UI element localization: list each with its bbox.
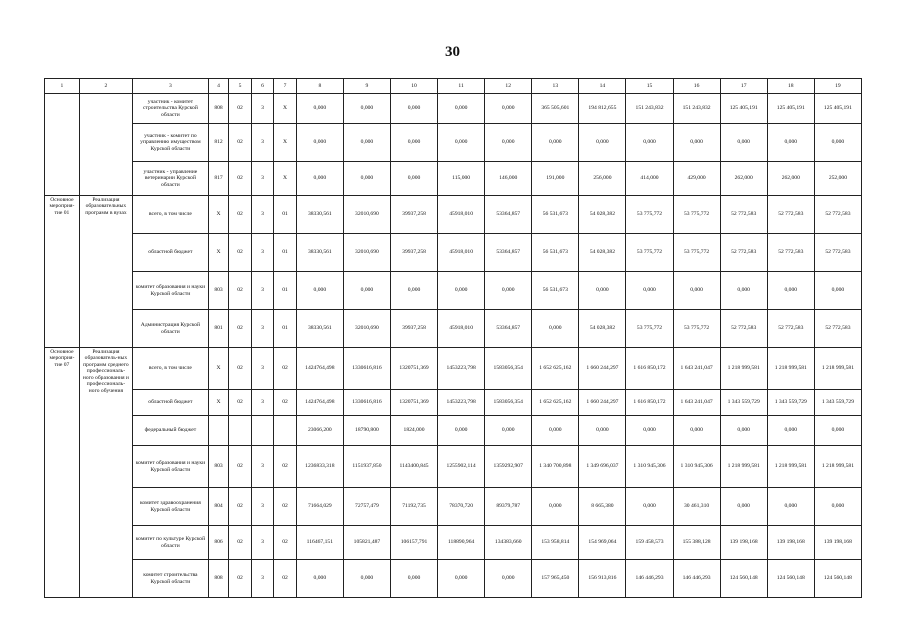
column-header: 9 <box>343 79 390 94</box>
value-cell: 1236833,318 <box>296 446 343 488</box>
code-cell: 02 <box>229 196 252 234</box>
column-header: 8 <box>296 79 343 94</box>
code-cell: 3 <box>251 390 274 416</box>
column-header: 11 <box>438 79 485 94</box>
code-cell: 808 <box>208 560 228 598</box>
value-cell: 1583056,354 <box>485 348 532 390</box>
value-cell: 134383,660 <box>485 526 532 560</box>
code-cell: 02 <box>229 272 252 310</box>
program-name-cell: Реализация образовательных программ в вузах <box>79 196 132 348</box>
value-cell: 0,000 <box>579 124 626 162</box>
code-cell: 02 <box>229 560 252 598</box>
value-cell: 52 772,583 <box>814 234 861 272</box>
code-cell: 801 <box>208 310 228 348</box>
value-cell: 191,000 <box>532 162 579 196</box>
code-cell: Х <box>208 196 228 234</box>
value-cell: 53364,857 <box>485 310 532 348</box>
column-header: 14 <box>579 79 626 94</box>
value-cell: 1 310 945,306 <box>673 446 720 488</box>
value-cell: 139 198,168 <box>767 526 814 560</box>
value-cell: 0,000 <box>814 124 861 162</box>
value-cell: 52 772,583 <box>720 234 767 272</box>
table-row <box>45 234 862 272</box>
code-cell: 817 <box>208 162 228 196</box>
value-cell: 154 969,064 <box>579 526 626 560</box>
value-cell: 0,000 <box>296 124 343 162</box>
code-cell: Х <box>274 124 297 162</box>
value-cell: 1453223,798 <box>438 348 485 390</box>
value-cell: 0,000 <box>390 272 437 310</box>
value-cell: 0,000 <box>720 488 767 526</box>
table-row <box>45 488 862 526</box>
code-cell: 808 <box>208 94 228 124</box>
column-header: 3 <box>133 79 209 94</box>
value-cell: 124 560,148 <box>814 560 861 598</box>
value-cell: 0,000 <box>532 416 579 446</box>
value-cell: 414,000 <box>626 162 673 196</box>
value-cell: 1 643 241,047 <box>673 390 720 416</box>
value-cell: 146,000 <box>485 162 532 196</box>
table-row <box>45 196 862 234</box>
value-cell: 53364,857 <box>485 234 532 272</box>
value-cell: 0,000 <box>767 272 814 310</box>
value-cell: 0,000 <box>390 94 437 124</box>
code-cell <box>274 416 297 446</box>
executor-cell: комитет по культуре Курской области <box>133 526 209 560</box>
value-cell: 56 531,673 <box>532 196 579 234</box>
header-row <box>45 79 862 94</box>
value-cell: 53 775,772 <box>626 310 673 348</box>
value-cell: 53 775,772 <box>626 234 673 272</box>
table-row <box>45 348 862 390</box>
value-cell: 1 340 700,898 <box>532 446 579 488</box>
value-cell: 0,000 <box>673 272 720 310</box>
value-cell: 78370,720 <box>438 488 485 526</box>
value-cell: 0,000 <box>720 416 767 446</box>
value-cell: 1320751,369 <box>390 348 437 390</box>
value-cell: 52 772,583 <box>767 196 814 234</box>
code-cell: 02 <box>229 348 252 390</box>
value-cell: 1 652 625,162 <box>532 348 579 390</box>
value-cell: 1359292,907 <box>485 446 532 488</box>
value-cell: 1 218 999,581 <box>720 446 767 488</box>
code-cell: 02 <box>274 390 297 416</box>
value-cell: 0,000 <box>438 416 485 446</box>
measure-name-cell: Основное мероприя-тие 07 <box>45 348 80 598</box>
value-cell: 0,000 <box>438 124 485 162</box>
code-cell: 3 <box>251 196 274 234</box>
executor-cell: комитет образования и науки Курской области <box>133 446 209 488</box>
value-cell: 0,000 <box>532 124 579 162</box>
measure-name-cell: Основное мероприя-тие 01 <box>45 196 80 348</box>
code-cell: 803 <box>208 272 228 310</box>
value-cell: 0,000 <box>579 272 626 310</box>
executor-cell: областной бюджет <box>133 390 209 416</box>
column-header: 12 <box>485 79 532 94</box>
value-cell: 52 772,583 <box>767 234 814 272</box>
executor-cell: Администрация Курской области <box>133 310 209 348</box>
value-cell: 0,000 <box>626 416 673 446</box>
code-cell: 02 <box>229 94 252 124</box>
value-cell: 0,000 <box>390 162 437 196</box>
value-cell: 125 405,191 <box>720 94 767 124</box>
value-cell: 365 505,601 <box>532 94 579 124</box>
value-cell: 0,000 <box>485 272 532 310</box>
value-cell: 54 028,382 <box>579 234 626 272</box>
column-header: 7 <box>274 79 297 94</box>
code-cell: 02 <box>229 162 252 196</box>
value-cell: 38330,561 <box>296 234 343 272</box>
code-cell: Х <box>208 234 228 272</box>
table-row <box>45 124 862 162</box>
value-cell: 38330,561 <box>296 196 343 234</box>
value-cell: 39937,258 <box>390 196 437 234</box>
column-header: 10 <box>390 79 437 94</box>
code-cell: 02 <box>274 446 297 488</box>
value-cell: 1453223,798 <box>438 390 485 416</box>
value-cell: 0,000 <box>343 124 390 162</box>
code-cell: 02 <box>229 488 252 526</box>
value-cell: 1424764,498 <box>296 348 343 390</box>
code-cell <box>208 416 228 446</box>
code-cell: 3 <box>251 446 274 488</box>
value-cell: 53 775,772 <box>673 196 720 234</box>
code-cell <box>229 416 252 446</box>
code-cell: 3 <box>251 272 274 310</box>
value-cell: 0,000 <box>485 94 532 124</box>
value-cell: 429,000 <box>673 162 720 196</box>
code-cell: 02 <box>229 234 252 272</box>
code-cell: 02 <box>274 560 297 598</box>
code-cell: 3 <box>251 348 274 390</box>
value-cell: 0,000 <box>485 560 532 598</box>
value-cell: 146 446,293 <box>673 560 720 598</box>
value-cell: 0,000 <box>438 272 485 310</box>
value-cell: 0,000 <box>814 488 861 526</box>
table-row <box>45 560 862 598</box>
value-cell: 194 812,655 <box>579 94 626 124</box>
table-row <box>45 94 862 124</box>
code-cell: 01 <box>274 196 297 234</box>
code-cell: 02 <box>274 488 297 526</box>
value-cell: 32010,690 <box>343 196 390 234</box>
value-cell: 1 343 559,729 <box>767 390 814 416</box>
budget-table <box>44 78 862 598</box>
value-cell: 71192,735 <box>390 488 437 526</box>
value-cell: 0,000 <box>626 272 673 310</box>
value-cell: 1 218 999,581 <box>767 348 814 390</box>
value-cell: 0,000 <box>673 124 720 162</box>
value-cell: 1 343 559,729 <box>720 390 767 416</box>
value-cell: 1 660 244,297 <box>579 390 626 416</box>
value-cell: 1 616 850,172 <box>626 348 673 390</box>
value-cell: 262,000 <box>720 162 767 196</box>
executor-cell: комитет строительства Курской области <box>133 560 209 598</box>
value-cell: 1424764,498 <box>296 390 343 416</box>
value-cell: 53364,857 <box>485 196 532 234</box>
value-cell: 1 218 999,581 <box>814 348 861 390</box>
value-cell: 0,000 <box>767 416 814 446</box>
value-cell: 1 349 696,037 <box>579 446 626 488</box>
value-cell: 125 405,191 <box>814 94 861 124</box>
value-cell: 157 965,450 <box>532 560 579 598</box>
code-cell: 02 <box>229 124 252 162</box>
value-cell: 155 388,128 <box>673 526 720 560</box>
column-header: 6 <box>251 79 274 94</box>
code-cell: 01 <box>274 272 297 310</box>
value-cell: 45918,010 <box>438 310 485 348</box>
executor-cell: участник - управление ветеринарии Курской области <box>133 162 209 196</box>
value-cell: 54 028,382 <box>579 196 626 234</box>
code-cell: 3 <box>251 526 274 560</box>
table-row <box>45 390 862 416</box>
executor-cell: федеральный бюджет <box>133 416 209 446</box>
code-cell: 02 <box>274 348 297 390</box>
value-cell: 0,000 <box>767 124 814 162</box>
value-cell: 0,000 <box>390 124 437 162</box>
executor-cell: всего, в том числе <box>133 348 209 390</box>
value-cell: 124 560,148 <box>767 560 814 598</box>
value-cell: 1 218 999,581 <box>767 446 814 488</box>
code-cell <box>251 416 274 446</box>
value-cell: 0,000 <box>390 560 437 598</box>
value-cell: 0,000 <box>485 124 532 162</box>
code-cell: 02 <box>229 390 252 416</box>
value-cell: 0,000 <box>296 560 343 598</box>
value-cell: 1330616,816 <box>343 390 390 416</box>
column-header: 15 <box>626 79 673 94</box>
value-cell: 106157,791 <box>390 526 437 560</box>
value-cell: 0,000 <box>579 416 626 446</box>
value-cell: 52 772,583 <box>814 196 861 234</box>
value-cell: 146 446,293 <box>626 560 673 598</box>
value-cell: 53 775,772 <box>673 310 720 348</box>
value-cell: 1 616 850,172 <box>626 390 673 416</box>
value-cell: 1 643 241,047 <box>673 348 720 390</box>
value-cell: 156 913,816 <box>579 560 626 598</box>
value-cell: 39937,258 <box>390 234 437 272</box>
code-cell: 804 <box>208 488 228 526</box>
value-cell: 30 461,310 <box>673 488 720 526</box>
value-cell: 72757,479 <box>343 488 390 526</box>
executor-cell: участник - комитет по управлению имуществом Курской области <box>133 124 209 162</box>
value-cell: 0,000 <box>532 310 579 348</box>
column-header: 13 <box>532 79 579 94</box>
code-cell: 803 <box>208 446 228 488</box>
value-cell: 54 028,382 <box>579 310 626 348</box>
value-cell: 105821,487 <box>343 526 390 560</box>
value-cell: 56 531,673 <box>532 234 579 272</box>
value-cell: 32010,690 <box>343 234 390 272</box>
table-row <box>45 162 862 196</box>
value-cell: 8 665,380 <box>579 488 626 526</box>
value-cell: 0,000 <box>343 94 390 124</box>
value-cell: 53 775,772 <box>626 196 673 234</box>
value-cell: 0,000 <box>438 560 485 598</box>
value-cell: 52 772,583 <box>767 310 814 348</box>
value-cell: 32010,690 <box>343 310 390 348</box>
column-header: 17 <box>720 79 767 94</box>
value-cell: 0,000 <box>720 272 767 310</box>
value-cell: 0,000 <box>626 488 673 526</box>
value-cell: 116467,151 <box>296 526 343 560</box>
value-cell: 0,000 <box>343 162 390 196</box>
value-cell: 1 218 999,581 <box>814 446 861 488</box>
value-cell: 1583056,354 <box>485 390 532 416</box>
code-cell: 3 <box>251 94 274 124</box>
value-cell: 256,000 <box>579 162 626 196</box>
value-cell: 139 198,168 <box>814 526 861 560</box>
code-cell: Х <box>208 348 228 390</box>
value-cell: 1 218 999,581 <box>720 348 767 390</box>
value-cell: 52 772,583 <box>720 310 767 348</box>
value-cell: 0,000 <box>438 94 485 124</box>
value-cell: 0,000 <box>485 416 532 446</box>
executor-cell: комитет образования и науки Курской области <box>133 272 209 310</box>
program-name-cell <box>79 94 132 196</box>
code-cell: Х <box>208 390 228 416</box>
column-header: 5 <box>229 79 252 94</box>
value-cell: 45918,010 <box>438 196 485 234</box>
value-cell: 0,000 <box>296 94 343 124</box>
column-header: 2 <box>79 79 132 94</box>
value-cell: 159 458,573 <box>626 526 673 560</box>
table-row <box>45 446 862 488</box>
table-row <box>45 310 862 348</box>
code-cell: 3 <box>251 162 274 196</box>
code-cell: Х <box>274 162 297 196</box>
table-row <box>45 272 862 310</box>
value-cell: 52 772,583 <box>814 310 861 348</box>
value-cell: 0,000 <box>532 488 579 526</box>
value-cell: 0,000 <box>767 488 814 526</box>
page-number: 30 <box>445 44 460 60</box>
value-cell: 139 198,168 <box>720 526 767 560</box>
code-cell: 3 <box>251 124 274 162</box>
code-cell: 02 <box>229 310 252 348</box>
value-cell: 0,000 <box>673 416 720 446</box>
code-cell: 02 <box>229 526 252 560</box>
measure-name-cell <box>45 94 80 196</box>
column-header: 19 <box>814 79 861 94</box>
value-cell: 1320751,369 <box>390 390 437 416</box>
value-cell: 1151937,850 <box>343 446 390 488</box>
value-cell: 151 243,832 <box>673 94 720 124</box>
value-cell: 0,000 <box>626 124 673 162</box>
value-cell: 56 531,673 <box>532 272 579 310</box>
code-cell: 01 <box>274 310 297 348</box>
value-cell: 1 343 559,729 <box>814 390 861 416</box>
value-cell: 38330,561 <box>296 310 343 348</box>
value-cell: 252,000 <box>814 162 861 196</box>
column-header: 1 <box>45 79 80 94</box>
value-cell: 151 243,832 <box>626 94 673 124</box>
column-header: 16 <box>673 79 720 94</box>
code-cell: 02 <box>229 446 252 488</box>
code-cell: 3 <box>251 488 274 526</box>
value-cell: 262,000 <box>767 162 814 196</box>
value-cell: 1255902,114 <box>438 446 485 488</box>
value-cell: 89379,787 <box>485 488 532 526</box>
program-name-cell: Реализация образователь-ных программ среднего профессиональ-ного образования и профессиональ-ного обучения <box>79 348 132 598</box>
value-cell: 0,000 <box>343 272 390 310</box>
value-cell: 18790,800 <box>343 416 390 446</box>
executor-cell: областной бюджет <box>133 234 209 272</box>
value-cell: 1 652 625,162 <box>532 390 579 416</box>
column-header: 18 <box>767 79 814 94</box>
value-cell: 71664,029 <box>296 488 343 526</box>
value-cell: 0,000 <box>296 272 343 310</box>
code-cell: 3 <box>251 234 274 272</box>
value-cell: 0,000 <box>343 560 390 598</box>
value-cell: 39937,258 <box>390 310 437 348</box>
code-cell: 806 <box>208 526 228 560</box>
code-cell: 02 <box>274 526 297 560</box>
column-header: 4 <box>208 79 228 94</box>
value-cell: 118890,964 <box>438 526 485 560</box>
value-cell: 115,000 <box>438 162 485 196</box>
table-row <box>45 416 862 446</box>
value-cell: 1 310 945,306 <box>626 446 673 488</box>
value-cell: 52 772,583 <box>720 196 767 234</box>
executor-cell: участник - комитет строительства Курской области <box>133 94 209 124</box>
code-cell: 3 <box>251 560 274 598</box>
code-cell: 3 <box>251 310 274 348</box>
value-cell: 1330616,816 <box>343 348 390 390</box>
code-cell: 01 <box>274 234 297 272</box>
executor-cell: комитет здравоохранения Курской области <box>133 488 209 526</box>
code-cell: 812 <box>208 124 228 162</box>
value-cell: 1 660 244,297 <box>579 348 626 390</box>
value-cell: 124 560,148 <box>720 560 767 598</box>
value-cell: 1143400,845 <box>390 446 437 488</box>
value-cell: 153 958,814 <box>532 526 579 560</box>
value-cell: 0,000 <box>814 272 861 310</box>
code-cell: Х <box>274 94 297 124</box>
value-cell: 0,000 <box>814 416 861 446</box>
table-row <box>45 526 862 560</box>
value-cell: 45918,010 <box>438 234 485 272</box>
value-cell: 125 405,191 <box>767 94 814 124</box>
value-cell: 23066,200 <box>296 416 343 446</box>
value-cell: 1824,000 <box>390 416 437 446</box>
value-cell: 53 775,772 <box>673 234 720 272</box>
executor-cell: всего, в том числе <box>133 196 209 234</box>
value-cell: 0,000 <box>296 162 343 196</box>
value-cell: 0,000 <box>720 124 767 162</box>
